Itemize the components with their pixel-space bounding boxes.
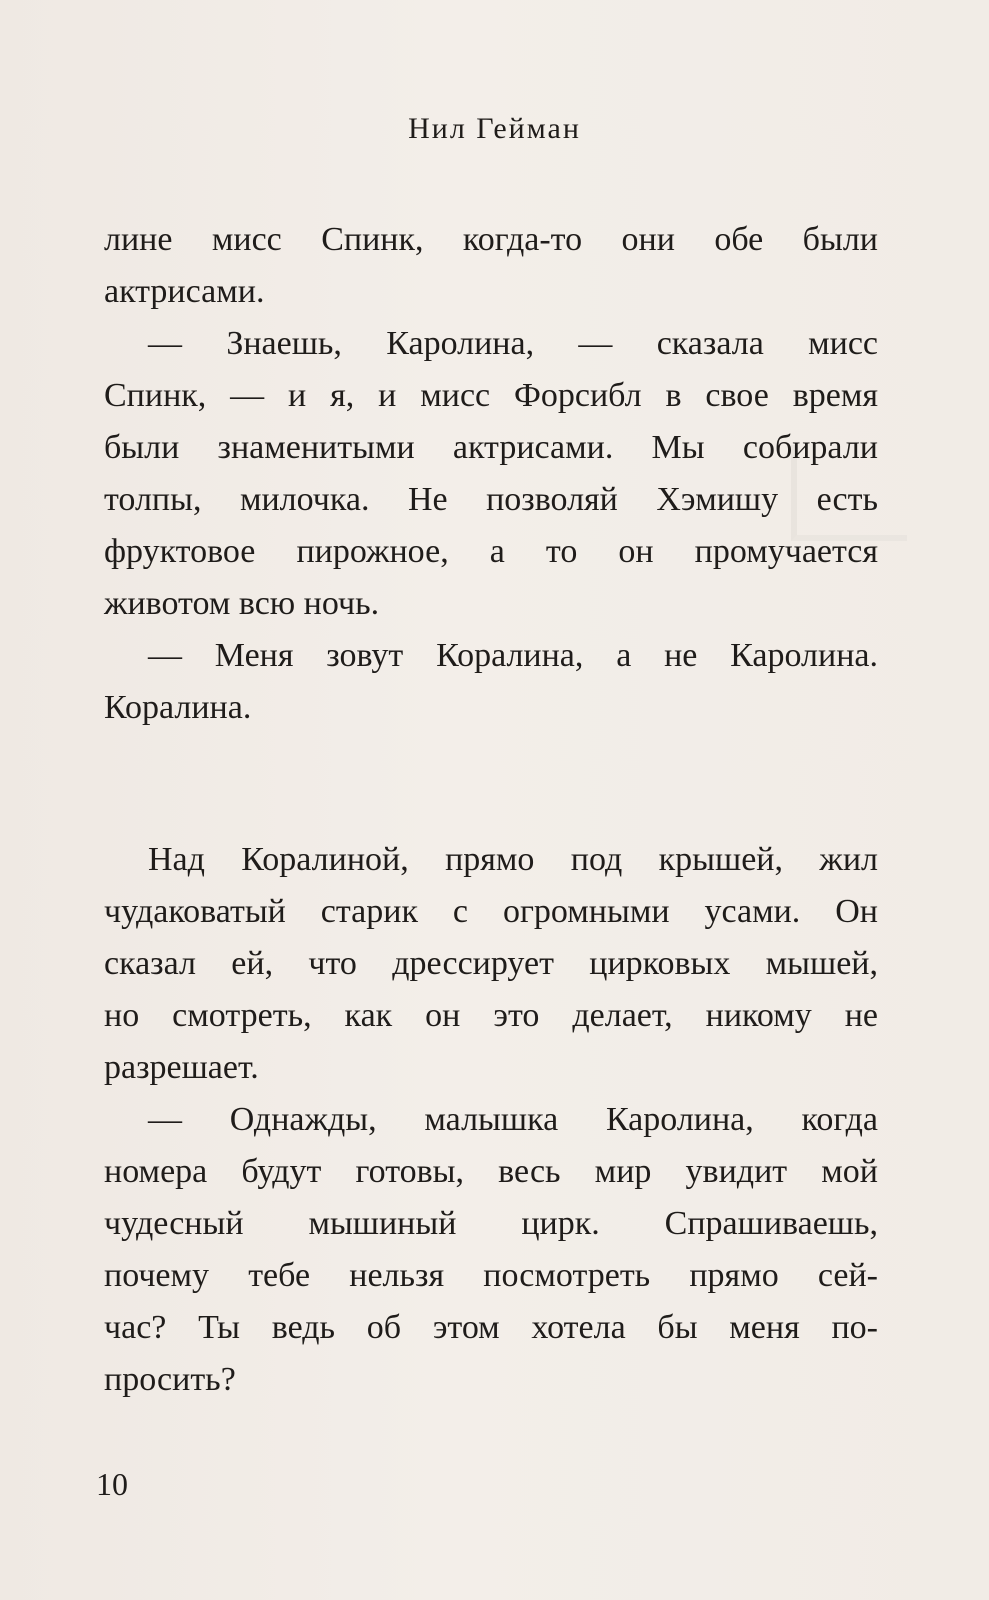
- text-line: лине мисс Спинк, когда-то они обе были: [104, 221, 878, 258]
- text-line: почему тебе нельзя посмотреть прямо сей-: [104, 1257, 878, 1294]
- text-line: разрешает.: [104, 1049, 259, 1086]
- text-line: Над Коралиной, прямо под крышей, жил: [148, 841, 878, 878]
- text-line: — Меня зовут Коралина, а не Каролина.: [148, 637, 878, 674]
- text-line: Спинк, — и я, и мисс Форсибл в свое время: [104, 377, 878, 414]
- text-line: чудаковатый старик с огромными усами. Он: [104, 893, 878, 930]
- text-line: были знаменитыми актрисами. Мы собирали: [104, 429, 878, 466]
- page-number: 10: [96, 1466, 128, 1502]
- text-line: номера будут готовы, весь мир увидит мой: [104, 1153, 878, 1190]
- text-line: час? Ты ведь об этом хотела бы меня по-: [104, 1309, 878, 1346]
- text-line: Коралина.: [104, 689, 252, 726]
- text-line: чудесный мышиный цирк. Спрашиваешь,: [104, 1205, 878, 1242]
- text-line: животом всю ночь.: [104, 585, 380, 622]
- text-line: но смотреть, как он это делает, никому не: [104, 997, 878, 1034]
- text-line: толпы, милочка. Не позволяй Хэмишу есть: [104, 481, 878, 518]
- text-line: актрисами.: [104, 273, 265, 310]
- text-line: — Знаешь, Каролина, — сказала мисс: [148, 325, 878, 362]
- section-break: [104, 734, 878, 834]
- text-line: просить?: [104, 1361, 236, 1398]
- text-line: фруктовое пирожное, а то он промучается: [104, 533, 878, 570]
- text-line: — Однажды, малышка Каролина, когда: [148, 1101, 878, 1138]
- text-line: сказал ей, что дрессирует цирковых мышей,: [104, 945, 878, 982]
- running-head: Нил Гейман: [408, 112, 581, 145]
- body-text: [104, 214, 878, 1406]
